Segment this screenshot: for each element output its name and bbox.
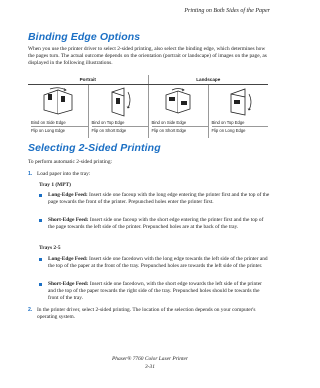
footer-page-number: 3-31 xyxy=(145,364,155,370)
cell-line2: Flip on Long Edge xyxy=(211,128,246,133)
portrait-side-binding-illustration xyxy=(28,85,88,119)
cell-line2: Flip on Short Edge xyxy=(151,128,187,133)
step-text: Load paper into the tray: xyxy=(37,171,91,177)
running-head: Printing on Both Sides of the Paper xyxy=(184,8,270,14)
bullet-text: Insert side one faceup with the long edge entering the printer first and the top of the page towards the front of the printer. Prepunched holes enter the printer first. xyxy=(48,192,270,205)
landscape-top-binding-illustration xyxy=(209,85,269,119)
cell-line2: Flip on Long Edge xyxy=(31,128,65,133)
bullet-label: Long-Edge Feed: xyxy=(48,192,88,198)
portrait-top-binding-illustration xyxy=(89,85,148,119)
bullet-label: Short-Edge Feed: xyxy=(48,281,89,287)
orientation-cell xyxy=(148,85,208,139)
cell-line1: Bind on Top Edge xyxy=(212,119,269,127)
binding-edge-intro: When you use the printer driver to select 2-sided printing, also select the binding edge, which determines how the pages turn. The actual outcome depends on the orientation (portrait or landscape) of images on the page, as displayed in the following illustrations. xyxy=(28,46,267,66)
bullet-marker xyxy=(39,219,42,222)
tray1-label: Tray 1 (MPT) xyxy=(39,182,71,188)
landscape-header: Landscape xyxy=(148,75,268,85)
portrait-header: Portrait xyxy=(28,75,148,85)
tray25-label: Trays 2-5 xyxy=(39,245,61,251)
landscape-side-binding-illustration xyxy=(149,85,208,119)
bullet-text: Insert side one faceup with the short edge entering the printer first and the top of the page towards the left side of the printer. Prepunched holes are at the back of the tray. xyxy=(48,217,264,230)
footer-product: Phaser® 7760 Color Laser Printer xyxy=(112,356,188,362)
orientation-cell xyxy=(88,85,148,139)
cell-line2: Flip on Short Edge xyxy=(91,128,127,133)
section-title-selecting-2-sided: Selecting 2-Sided Printing xyxy=(28,142,161,154)
bullet-marker xyxy=(39,283,42,286)
bullet-marker xyxy=(39,258,42,261)
step-number: 1. xyxy=(28,171,33,177)
orientation-cell xyxy=(208,85,268,139)
cell-line1: Bind on Side Edge xyxy=(31,119,88,127)
cell-line1: Bind on Top Edge xyxy=(92,119,148,127)
selecting-intro: To perform automatic 2-sided printing: xyxy=(28,159,113,165)
bullet-text: Insert side one facedown with the long edge towards the left side of the printer and the top of the paper at the front of the tray. Prepunched holes are towards the left side of the printer. xyxy=(48,256,268,269)
bullet-label: Short-Edge Feed: xyxy=(48,217,89,223)
step-number: 2. xyxy=(28,307,33,313)
orientation-table xyxy=(28,75,268,138)
bullet-text: Insert side one facedown, with the short edge towards the left side of the printer and the top of the paper towards the right side of the tray. Prepunched holes should be towards the front of the tray. xyxy=(48,281,262,301)
cell-line1: Bind on Side Edge xyxy=(152,119,208,127)
bullet-label: Long-Edge Feed: xyxy=(48,256,88,262)
bullet-marker xyxy=(39,194,42,197)
orientation-cell xyxy=(28,85,88,139)
step-text: In the printer driver, select 2-sided printing. The location of the selection depends on your computer's operating system. xyxy=(37,307,256,320)
section-title-binding-edge: Binding Edge Options xyxy=(28,31,141,43)
